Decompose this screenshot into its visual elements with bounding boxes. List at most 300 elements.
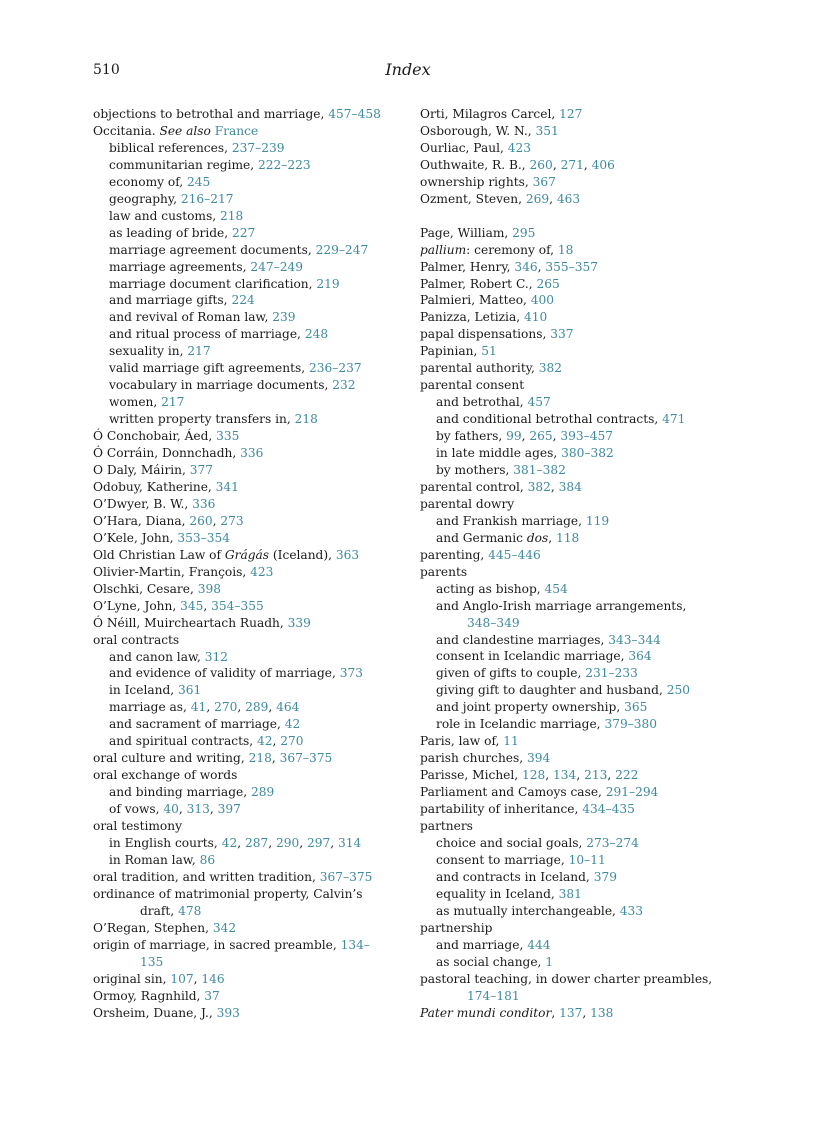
index-entry bbox=[93, 479, 411, 496]
page-reference-link[interactable]: 219 bbox=[316, 276, 340, 291]
entry-text: , bbox=[203, 598, 212, 613]
entry-text: , bbox=[268, 700, 277, 715]
index-subentry bbox=[93, 852, 411, 869]
page-reference-link[interactable]: 107 bbox=[170, 971, 194, 986]
index-entry-continuation bbox=[93, 903, 411, 920]
entry-text: papal dispensations, bbox=[420, 327, 551, 342]
index-entry bbox=[420, 767, 750, 784]
page-reference-link[interactable]: 393 bbox=[216, 1005, 240, 1020]
index-entry bbox=[420, 784, 750, 801]
entry-text: parental control, bbox=[420, 479, 528, 494]
page-reference-link[interactable]: 433 bbox=[619, 903, 644, 918]
page-reference-link[interactable]: 269 bbox=[525, 191, 550, 206]
page-reference-link[interactable]: 373 bbox=[339, 666, 363, 681]
entry-text: O Daly, Máirin, bbox=[93, 463, 190, 478]
page-reference-link[interactable]: 355–357 bbox=[545, 259, 598, 274]
page-reference-link[interactable]: 218 bbox=[248, 751, 272, 766]
page-reference-link[interactable]: 128 bbox=[522, 768, 546, 783]
index-entry bbox=[420, 276, 750, 293]
entry-text: Ourliac, Paul, bbox=[420, 140, 508, 155]
page-reference-link[interactable]: 367–375 bbox=[319, 869, 373, 884]
entry-text: Parliament and Camoys case, bbox=[420, 785, 606, 800]
index-subentry bbox=[93, 208, 411, 225]
entry-text: by fathers, bbox=[436, 429, 507, 444]
entry-text: , bbox=[550, 479, 559, 494]
page-reference-link[interactable]: 464 bbox=[276, 700, 300, 715]
page-reference-link[interactable]: 342 bbox=[212, 920, 237, 935]
index-subentry bbox=[93, 343, 411, 360]
index-subentry bbox=[420, 598, 750, 615]
page-reference-link[interactable]: 247–249 bbox=[250, 259, 303, 274]
page-reference-link[interactable]: 339 bbox=[287, 615, 311, 630]
index-entry bbox=[420, 1005, 750, 1022]
page-reference-link[interactable]: 379–380 bbox=[604, 717, 658, 732]
index-subentry bbox=[420, 394, 750, 411]
entry-text: as leading of bride, bbox=[109, 225, 233, 240]
entry-text: , bbox=[545, 768, 554, 783]
page-reference-link[interactable]: 400 bbox=[530, 293, 555, 308]
entry-text: , bbox=[521, 429, 530, 444]
page-reference-link[interactable]: 99 bbox=[506, 429, 522, 444]
index-subentry bbox=[93, 292, 411, 309]
index-entry bbox=[420, 174, 750, 191]
index-subentry bbox=[420, 852, 750, 869]
entry-text: , bbox=[576, 768, 585, 783]
index-subentry bbox=[420, 682, 750, 699]
index-entry bbox=[93, 750, 411, 767]
entry-text: consent in Icelandic marriage, bbox=[436, 649, 629, 664]
page-reference-link[interactable]: 146 bbox=[201, 971, 225, 986]
index-subentry bbox=[93, 360, 411, 377]
page-reference-link[interactable]: 270 bbox=[280, 734, 304, 749]
page-reference-link[interactable]: 218 bbox=[294, 412, 318, 427]
page-reference-link[interactable]: 471 bbox=[662, 412, 686, 427]
entry-text: original sin, bbox=[93, 971, 171, 986]
page-reference-link[interactable]: 174–181 bbox=[467, 988, 520, 1003]
entry-text: , bbox=[330, 835, 338, 850]
page-reference-link[interactable]: 444 bbox=[527, 937, 551, 952]
page-reference-link[interactable]: 312 bbox=[204, 649, 228, 664]
page-reference-link[interactable]: 381 bbox=[558, 886, 582, 901]
entry-text: parental consent bbox=[420, 378, 525, 393]
index-subentry bbox=[93, 259, 411, 276]
entry-text: partners bbox=[420, 819, 473, 834]
page-reference-link[interactable]: 337 bbox=[550, 327, 574, 342]
entry-text: partnership bbox=[420, 920, 493, 935]
page-reference-link[interactable]: 314 bbox=[338, 835, 362, 850]
index-subentry bbox=[420, 699, 750, 716]
index-entry bbox=[93, 462, 411, 479]
page-reference-link[interactable]: 457 bbox=[527, 395, 551, 410]
entry-text: and clandestine marriages, bbox=[436, 632, 609, 647]
index-subentry bbox=[93, 309, 411, 326]
page-reference-link[interactable]: 478 bbox=[178, 903, 202, 918]
index-entry bbox=[93, 581, 411, 598]
index-entry-continuation bbox=[420, 988, 750, 1005]
page-reference-link[interactable]: 42 bbox=[284, 717, 301, 732]
page-reference-link[interactable]: 336 bbox=[192, 496, 216, 511]
entry-text: Ó Conchobair, Áed, bbox=[93, 429, 217, 444]
page-reference-link[interactable]: 18 bbox=[557, 242, 574, 257]
page-reference-link[interactable]: 287 bbox=[244, 835, 269, 850]
entry-text: , bbox=[582, 1005, 591, 1020]
page-reference-link[interactable]: 134– bbox=[340, 937, 370, 952]
entry-text: women, bbox=[109, 395, 162, 410]
index-subentry bbox=[93, 174, 411, 191]
page-reference-link[interactable]: 224 bbox=[231, 293, 255, 308]
index-entry bbox=[93, 818, 411, 835]
page-reference-link[interactable]: 346 bbox=[514, 259, 538, 274]
entry-text: draft, bbox=[140, 903, 179, 918]
page-reference-link[interactable]: 295 bbox=[512, 225, 536, 240]
entry-text: Odobuy, Katherine, bbox=[93, 479, 216, 494]
entry-text: Palmer, Robert C., bbox=[420, 276, 537, 291]
page-number: 510 bbox=[93, 62, 120, 78]
page-reference-link[interactable]: 222 bbox=[615, 768, 639, 783]
page-reference-link[interactable]: 382 bbox=[527, 479, 551, 494]
entry-text: parish churches, bbox=[420, 751, 528, 766]
page-reference-link[interactable]: 250 bbox=[666, 683, 690, 698]
entry-text: and betrothal, bbox=[436, 395, 528, 410]
entry-text: , bbox=[552, 157, 561, 172]
entry-text: and contracts in Iceland, bbox=[436, 869, 594, 884]
index-entry bbox=[420, 326, 750, 343]
entry-text: and canon law, bbox=[109, 649, 205, 664]
page-reference-link[interactable]: 364 bbox=[628, 649, 652, 664]
page-reference-link[interactable]: 457–458 bbox=[328, 107, 381, 121]
page-reference-link[interactable]: 227 bbox=[232, 225, 256, 240]
page-reference-link[interactable]: 381–382 bbox=[513, 463, 566, 477]
entry-text: , bbox=[237, 700, 246, 715]
entry-text: Orti, Milagros Carcel, bbox=[420, 107, 560, 121]
entry-text: Pater mundi conditor bbox=[420, 1005, 552, 1020]
entry-text: oral tradition, and written tradition, bbox=[93, 869, 320, 884]
entry-text: parental authority, bbox=[420, 361, 539, 376]
index-entry bbox=[93, 869, 411, 886]
entry-text: in English courts, bbox=[109, 835, 222, 850]
page-reference-link[interactable]: 343–344 bbox=[608, 632, 661, 647]
index-subentry bbox=[93, 191, 411, 208]
index-entry bbox=[420, 920, 750, 937]
page-reference-link[interactable]: 231–233 bbox=[585, 666, 638, 681]
entry-text: parental dowry bbox=[420, 496, 515, 511]
index-entry bbox=[93, 598, 411, 615]
page-reference-link[interactable]: 406 bbox=[591, 157, 615, 172]
page-reference-link[interactable]: 10–11 bbox=[568, 852, 606, 867]
page-reference-link[interactable]: 273 bbox=[220, 513, 244, 528]
entry-text: oral culture and writing, bbox=[93, 751, 249, 766]
page-reference-link[interactable]: 213 bbox=[584, 768, 608, 783]
page-reference-link[interactable]: 138 bbox=[590, 1005, 614, 1020]
page-reference-link[interactable]: 217 bbox=[187, 344, 211, 359]
entry-text: as mutually interchangeable, bbox=[436, 903, 620, 918]
entry-text: , bbox=[548, 530, 556, 545]
index-subentry bbox=[420, 869, 750, 886]
index-subentry bbox=[420, 903, 750, 920]
entry-text: , bbox=[178, 802, 187, 817]
index-subentry bbox=[93, 394, 411, 411]
entry-text: as social change, bbox=[436, 954, 546, 969]
entry-text: valid marriage gift agreements, bbox=[109, 361, 309, 376]
entry-text: Panizza, Letizia, bbox=[420, 310, 524, 325]
page-reference-link[interactable]: 365 bbox=[624, 700, 648, 715]
page-reference-link[interactable]: 289 bbox=[245, 700, 269, 715]
entry-text: and Frankish marriage, bbox=[436, 513, 586, 528]
entry-text: Ó Corráin, Donnchadh, bbox=[93, 446, 241, 461]
index-entry bbox=[93, 767, 411, 784]
entry-text: oral contracts bbox=[93, 632, 180, 647]
entry-text: Osborough, W. N., bbox=[420, 123, 536, 138]
entry-text: and joint property ownership, bbox=[436, 700, 625, 715]
index-subentry bbox=[420, 716, 750, 733]
index-entry bbox=[93, 615, 411, 632]
page-reference-link[interactable]: 289 bbox=[250, 785, 275, 800]
entry-text: in late middle ages, bbox=[436, 446, 562, 461]
page-reference-link[interactable]: 384 bbox=[558, 479, 582, 494]
page-reference-link[interactable]: 239 bbox=[272, 310, 296, 325]
entry-text: and evidence of validity of marriage, bbox=[109, 666, 340, 681]
index-entry bbox=[93, 106, 411, 123]
page-reference-link[interactable]: 398 bbox=[197, 581, 221, 596]
entry-text: marriage document clarification, bbox=[109, 276, 317, 291]
page-reference-link[interactable]: 454 bbox=[544, 581, 568, 596]
entry-text: and sacrament of marriage, bbox=[109, 717, 285, 732]
page-reference-link[interactable]: 353–354 bbox=[177, 530, 231, 545]
index-subentry bbox=[93, 276, 411, 293]
page-reference-link[interactable]: 271 bbox=[560, 157, 584, 172]
index-subentry bbox=[93, 377, 411, 394]
page-reference-link[interactable]: 423 bbox=[507, 140, 531, 155]
entry-text: role in Icelandic marriage, bbox=[436, 717, 605, 732]
page-reference-link[interactable]: 367 bbox=[532, 174, 556, 189]
entry-text: in Iceland, bbox=[109, 683, 179, 698]
entry-text: , bbox=[549, 191, 557, 206]
page-reference-link[interactable]: 134 bbox=[553, 768, 577, 783]
page-reference-link[interactable]: 245 bbox=[187, 174, 211, 189]
page-reference-link[interactable]: 345 bbox=[180, 598, 204, 613]
page-reference-link[interactable]: 135 bbox=[140, 954, 164, 969]
index-entry bbox=[420, 292, 750, 309]
entry-text: , bbox=[299, 835, 307, 850]
index-subentry bbox=[420, 954, 750, 971]
page-reference-link[interactable]: 379 bbox=[593, 869, 617, 884]
index-subentry bbox=[93, 649, 411, 666]
index-entry bbox=[420, 818, 750, 835]
index-entry bbox=[420, 106, 750, 123]
entry-text: (Iceland), bbox=[269, 547, 336, 562]
entry-text: and Germanic bbox=[436, 530, 527, 545]
entry-text: sexuality in, bbox=[109, 344, 188, 359]
entry-text: , bbox=[583, 157, 592, 172]
page-reference-link[interactable]: 248 bbox=[304, 327, 329, 342]
index-entry bbox=[93, 123, 411, 140]
entry-text: Palmieri, Matteo, bbox=[420, 293, 531, 308]
entry-text: , bbox=[193, 971, 202, 986]
index-subentry bbox=[93, 801, 411, 818]
index-subentry bbox=[93, 326, 411, 343]
entry-text: and marriage gifts, bbox=[109, 293, 232, 308]
entry-text: Ó Néill, Muircheartach Ruadh, bbox=[93, 615, 288, 630]
index-entry bbox=[93, 445, 411, 462]
page-reference-link[interactable]: 118 bbox=[556, 530, 580, 545]
index-subentry bbox=[93, 242, 411, 259]
entry-text: Ormoy, Ragnhild, bbox=[93, 988, 205, 1003]
page-reference-link[interactable]: 341 bbox=[215, 479, 239, 494]
page-reference-link[interactable]: 260 bbox=[529, 157, 553, 172]
page-reference-link[interactable]: 348–349 bbox=[467, 615, 520, 630]
entry-text: vocabulary in marriage documents, bbox=[109, 378, 333, 393]
index-entry bbox=[420, 479, 750, 496]
entry-text: partability of inheritance, bbox=[420, 802, 583, 817]
page-reference-link[interactable]: 40 bbox=[163, 802, 179, 817]
page-reference-link[interactable]: 86 bbox=[199, 852, 216, 867]
page-reference-link[interactable]: 351 bbox=[535, 123, 559, 138]
entry-text: and spiritual contracts, bbox=[109, 734, 257, 749]
page-reference-link[interactable]: 336 bbox=[240, 446, 264, 461]
page-reference-link[interactable]: 397 bbox=[217, 802, 241, 817]
index-entry bbox=[420, 733, 750, 750]
entry-text: , bbox=[552, 429, 561, 444]
page-reference-link[interactable]: 137 bbox=[559, 1005, 583, 1020]
index-entry bbox=[93, 937, 411, 954]
page-reference-link[interactable]: 265 bbox=[529, 429, 553, 444]
page-reference-link[interactable]: 393–457 bbox=[560, 429, 614, 444]
entry-text: acting as bishop, bbox=[436, 581, 545, 596]
index-entry bbox=[420, 309, 750, 326]
entry-text: choice and social goals, bbox=[436, 835, 587, 850]
page-reference-link[interactable]: 236–237 bbox=[308, 361, 362, 376]
page-reference-link[interactable]: 363 bbox=[335, 547, 360, 562]
page-reference-link[interactable]: 119 bbox=[585, 513, 610, 528]
page-reference-link[interactable]: 260 bbox=[189, 513, 213, 528]
entry-text: Palmer, Henry, bbox=[420, 259, 515, 274]
entry-text: O’Dwyer, B. W., bbox=[93, 496, 193, 511]
page-reference-link[interactable]: 380–382 bbox=[561, 446, 614, 461]
entry-text: pastoral teaching, in dower charter preambles, bbox=[420, 971, 713, 986]
index-subentry bbox=[420, 513, 750, 530]
entry-text: oral exchange of words bbox=[93, 768, 238, 783]
index-entry-continuation bbox=[420, 615, 750, 632]
index-entry bbox=[93, 920, 411, 937]
entry-text: dos bbox=[526, 530, 549, 545]
page-reference-link[interactable]: 232 bbox=[332, 378, 356, 393]
page-reference-link[interactable]: 377 bbox=[189, 463, 214, 478]
index-subentry bbox=[420, 665, 750, 682]
entry-text: , bbox=[268, 835, 276, 850]
page-reference-link[interactable]: 11 bbox=[503, 734, 519, 749]
page-reference-link[interactable]: 229–247 bbox=[315, 242, 369, 257]
entry-text: , bbox=[272, 734, 281, 749]
index-entry bbox=[420, 360, 750, 377]
entry-text: Outhwaite, R. B., bbox=[420, 157, 530, 172]
index-entry-continuation bbox=[93, 954, 411, 971]
index-subentry bbox=[420, 632, 750, 649]
page-reference-link[interactable]: 37 bbox=[204, 988, 220, 1003]
entry-text: ordinance of matrimonial property, Calvin’s bbox=[93, 886, 363, 901]
page-reference-link[interactable]: 237–239 bbox=[231, 140, 285, 155]
page-reference-link[interactable]: France bbox=[214, 123, 259, 138]
page-reference-link[interactable]: 291–294 bbox=[605, 785, 659, 800]
index-subentry bbox=[420, 445, 750, 462]
entry-text: O’Regan, Stephen, bbox=[93, 920, 213, 935]
page-reference-link[interactable]: 41 bbox=[190, 700, 207, 715]
index-entry bbox=[93, 564, 411, 581]
page-reference-link[interactable]: 367–375 bbox=[279, 751, 333, 766]
page-reference-link[interactable]: 313 bbox=[186, 802, 210, 817]
index-entry bbox=[93, 428, 411, 445]
page-reference-link[interactable]: 1 bbox=[545, 954, 554, 969]
page-reference-link[interactable]: 354–355 bbox=[211, 598, 264, 613]
index-subentry bbox=[93, 733, 411, 750]
entry-text: and revival of Roman law, bbox=[109, 310, 273, 325]
entry-text: O’Lyne, John, bbox=[93, 598, 181, 613]
page-reference-link[interactable]: 127 bbox=[559, 107, 583, 121]
page-reference-link[interactable]: 42 bbox=[256, 734, 273, 749]
entry-text: oral testimony bbox=[93, 819, 182, 834]
index-entry bbox=[420, 191, 750, 208]
page-reference-link[interactable]: 463 bbox=[556, 191, 581, 206]
page-reference-link[interactable]: 394 bbox=[527, 751, 551, 766]
page-reference-link[interactable]: 217 bbox=[161, 395, 185, 410]
entry-text: of vows, bbox=[109, 802, 164, 817]
index-entry bbox=[93, 496, 411, 513]
page-reference-link[interactable]: 42 bbox=[221, 835, 238, 850]
index-entry bbox=[420, 547, 750, 564]
page-reference-link[interactable]: 297 bbox=[306, 835, 331, 850]
index-entry bbox=[420, 157, 750, 174]
index-entry bbox=[420, 225, 750, 242]
page-reference-link[interactable]: 216–217 bbox=[180, 191, 234, 206]
entry-text: Orsheim, Duane, J., bbox=[93, 1005, 217, 1020]
page-reference-link[interactable]: 218 bbox=[220, 208, 244, 223]
page-reference-link[interactable]: 434–435 bbox=[582, 802, 635, 817]
page-reference-link[interactable]: 410 bbox=[523, 310, 548, 325]
page-reference-link[interactable]: 270 bbox=[214, 700, 238, 715]
page-reference-link[interactable]: 335 bbox=[216, 429, 240, 444]
index-entry bbox=[420, 377, 750, 394]
entry-text: in Roman law, bbox=[109, 852, 200, 867]
page-reference-link[interactable]: 290 bbox=[275, 835, 300, 850]
entry-text: Old Christian Law of bbox=[93, 547, 225, 562]
page-reference-link[interactable]: 51 bbox=[481, 344, 497, 359]
page-reference-link[interactable]: 265 bbox=[536, 276, 560, 291]
page-reference-link[interactable]: 445–446 bbox=[488, 547, 541, 562]
entry-text: , bbox=[537, 259, 546, 274]
index-entry bbox=[420, 259, 750, 276]
entry-text: marriage agreement documents, bbox=[109, 242, 316, 257]
entry-text: given of gifts to couple, bbox=[436, 666, 586, 681]
page-reference-link[interactable]: 382 bbox=[538, 361, 562, 376]
index-subentry bbox=[420, 835, 750, 852]
page-reference-link[interactable]: 222–223 bbox=[258, 157, 311, 172]
index-entry bbox=[93, 530, 411, 547]
entry-text: biblical references, bbox=[109, 140, 232, 155]
index-entry bbox=[420, 242, 750, 259]
index-entry bbox=[93, 632, 411, 649]
index-subentry bbox=[420, 530, 750, 547]
entry-text: equality in Iceland, bbox=[436, 886, 559, 901]
entry-text: , bbox=[212, 513, 221, 528]
entry-text: giving gift to daughter and husband, bbox=[436, 683, 667, 698]
entry-text: and marriage, bbox=[436, 937, 528, 952]
index-subentry bbox=[420, 648, 750, 665]
page-reference-link[interactable]: 273–274 bbox=[586, 835, 639, 850]
index-entry bbox=[420, 564, 750, 581]
index-subentry bbox=[420, 462, 750, 479]
index-entry bbox=[93, 547, 411, 564]
page-reference-link[interactable]: 423 bbox=[250, 564, 274, 579]
page-reference-link[interactable]: 361 bbox=[178, 683, 202, 698]
